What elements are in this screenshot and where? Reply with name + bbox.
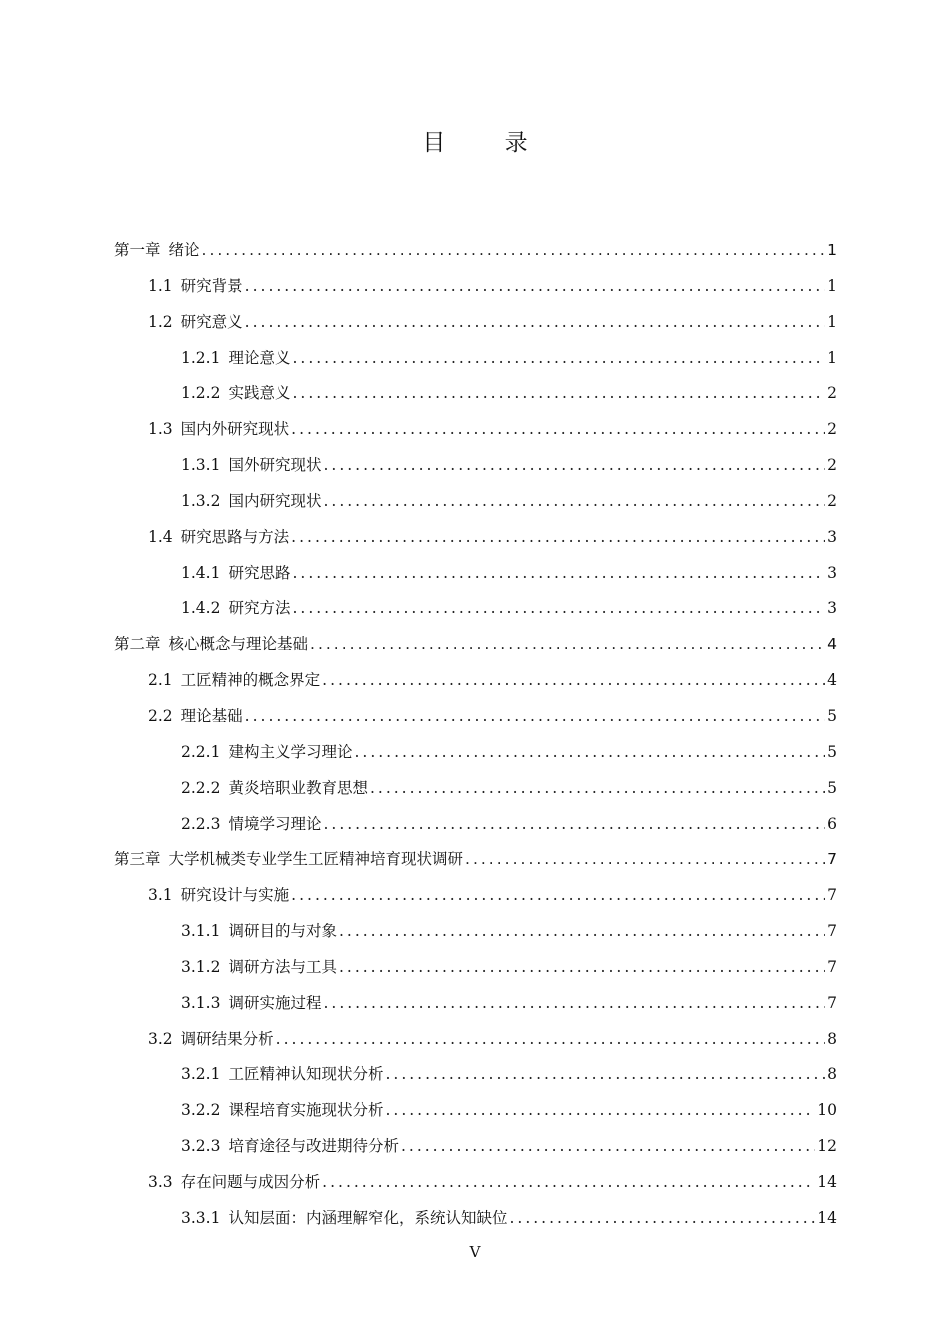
toc-entry-title: 工匠精神认知现状分析 bbox=[228, 1065, 384, 1084]
toc-entry-title: 研究思路与方法 bbox=[180, 527, 290, 546]
dot-leader bbox=[323, 986, 825, 1022]
toc-entry-page: 7 bbox=[827, 957, 837, 976]
toc-entry-title: 认知层面：内涵理解窄化，系统认知缺位 bbox=[228, 1208, 508, 1227]
toc-entry-number: 3.1.2 bbox=[181, 957, 221, 976]
toc-entry-title: 大学机械类专业学生工匠精神培育现状调研 bbox=[168, 850, 464, 869]
toc-entry-number: 2.2.2 bbox=[181, 778, 221, 797]
dot-leader bbox=[245, 269, 825, 305]
dot-leader bbox=[323, 448, 825, 484]
toc-entry-title: 培育途径与改进期待分析 bbox=[228, 1137, 399, 1156]
toc-entry-label bbox=[181, 1093, 383, 1129]
toc-entry-title: 研究背景 bbox=[180, 276, 243, 295]
dot-leader bbox=[322, 1165, 815, 1201]
toc-entry-label bbox=[114, 627, 308, 663]
toc-entry-page: 10 bbox=[817, 1101, 837, 1120]
toc-entry[interactable] bbox=[114, 771, 837, 807]
dot-leader bbox=[292, 341, 825, 377]
page-title: 目 录 bbox=[422, 130, 554, 156]
toc-entry-label bbox=[181, 807, 321, 843]
toc-entry-title: 研究方法 bbox=[228, 599, 291, 618]
toc-entry-number: 3.3 bbox=[148, 1172, 173, 1191]
toc-entry-page: 2 bbox=[827, 384, 837, 403]
toc-entry-label bbox=[181, 1129, 399, 1165]
toc-entry[interactable] bbox=[114, 233, 837, 269]
toc-entry-title: 黄炎培职业教育思想 bbox=[228, 778, 368, 797]
toc-entry-number: 1.4.2 bbox=[181, 599, 221, 618]
toc-entry[interactable] bbox=[114, 591, 837, 627]
toc-entry[interactable] bbox=[114, 842, 837, 878]
dot-leader bbox=[292, 376, 825, 412]
dot-leader bbox=[202, 233, 826, 269]
toc-entry-page: 6 bbox=[827, 814, 837, 833]
toc-entry-label bbox=[148, 1165, 320, 1201]
dot-leader bbox=[323, 484, 825, 520]
toc-entry-label bbox=[148, 412, 289, 448]
toc-entry-number: 2.2 bbox=[148, 706, 173, 725]
toc-entry[interactable] bbox=[114, 1057, 837, 1093]
toc-entry-label bbox=[181, 1201, 507, 1237]
toc-entry-page: 3 bbox=[827, 599, 837, 618]
toc-entry-title: 调研结果分析 bbox=[180, 1029, 274, 1048]
dot-leader bbox=[339, 950, 825, 986]
toc-entry[interactable] bbox=[114, 484, 837, 520]
toc-entry-label bbox=[181, 591, 290, 627]
toc-entry-title: 情境学习理论 bbox=[228, 814, 322, 833]
toc-entry[interactable] bbox=[114, 520, 837, 556]
toc-entry-label bbox=[181, 771, 368, 807]
dot-leader bbox=[370, 771, 825, 807]
toc-entry-number: 1.3.1 bbox=[181, 456, 221, 475]
dot-leader bbox=[291, 412, 825, 448]
page-number: V bbox=[469, 1243, 481, 1261]
toc-entry-page: 2 bbox=[827, 491, 837, 510]
toc-entry-label bbox=[181, 986, 321, 1022]
toc-entry-label bbox=[148, 520, 289, 556]
dot-leader bbox=[322, 663, 825, 699]
toc-entry-label bbox=[114, 233, 200, 269]
toc-entry-number: 3.2.3 bbox=[181, 1137, 221, 1156]
dot-leader bbox=[291, 520, 825, 556]
toc-entry-number: 2.1 bbox=[148, 671, 173, 690]
toc-entry[interactable] bbox=[114, 448, 837, 484]
toc-entry-label bbox=[181, 376, 290, 412]
toc-entry-title: 调研实施过程 bbox=[228, 993, 322, 1012]
toc-entry-number: 3.2 bbox=[148, 1029, 173, 1048]
toc-entry-page: 1 bbox=[827, 241, 837, 259]
toc-entry-title: 研究意义 bbox=[180, 312, 243, 331]
toc-entry-page: 4 bbox=[827, 635, 837, 654]
dot-leader bbox=[245, 699, 825, 735]
dot-leader bbox=[276, 1022, 825, 1058]
toc-entry-number: 1.1 bbox=[148, 276, 173, 295]
toc-entry-title: 国内外研究现状 bbox=[180, 420, 290, 439]
toc-entry[interactable] bbox=[114, 663, 837, 699]
toc-entry-label bbox=[148, 269, 243, 305]
toc-entry-number: 2.2.3 bbox=[181, 814, 221, 833]
toc-entry-page: 8 bbox=[827, 1065, 837, 1084]
toc-entry[interactable] bbox=[114, 699, 837, 735]
toc-entry-title: 理论基础 bbox=[180, 706, 243, 725]
toc-entry-label bbox=[181, 914, 337, 950]
toc-entry-label bbox=[181, 1057, 383, 1093]
toc-entry-title: 核心概念与理论基础 bbox=[168, 635, 309, 654]
toc-entry-page: 14 bbox=[817, 1208, 837, 1227]
toc-entry-page: 5 bbox=[827, 778, 837, 797]
toc-entry-page: 1 bbox=[827, 276, 837, 295]
toc-entry[interactable] bbox=[114, 1022, 837, 1058]
toc-entry-page: 1 bbox=[827, 312, 837, 331]
toc-entry-page: 2 bbox=[827, 456, 837, 475]
toc-entry-page: 7 bbox=[827, 886, 837, 905]
toc-entry-page: 7 bbox=[827, 850, 837, 869]
toc-entry[interactable] bbox=[114, 412, 837, 448]
toc-entry-number: 3.2.1 bbox=[181, 1065, 221, 1084]
toc-entry-number: 1.3 bbox=[148, 420, 173, 439]
toc-entry[interactable] bbox=[114, 305, 837, 341]
toc-entry[interactable] bbox=[114, 878, 837, 914]
toc-entry-title: 存在问题与成因分析 bbox=[180, 1172, 321, 1191]
toc-entry-page: 3 bbox=[827, 563, 837, 582]
toc-entry-label bbox=[148, 305, 243, 341]
toc-entry[interactable] bbox=[114, 1201, 837, 1237]
toc-entry-title: 研究思路 bbox=[228, 563, 291, 582]
toc-entry-label bbox=[148, 663, 320, 699]
dot-leader bbox=[339, 914, 825, 950]
toc-entry[interactable] bbox=[114, 1165, 837, 1201]
toc-entry-title: 国外研究现状 bbox=[228, 456, 322, 475]
toc-entry-number: 3.1 bbox=[148, 886, 173, 905]
toc-entry-page: 2 bbox=[827, 420, 837, 439]
toc-entry[interactable] bbox=[114, 556, 837, 592]
toc-entry-title: 调研目的与对象 bbox=[228, 922, 337, 941]
toc-entry[interactable] bbox=[114, 735, 837, 771]
toc-entry-number: 第三章 bbox=[114, 850, 161, 869]
toc-entry[interactable] bbox=[114, 627, 837, 663]
toc-entry-page: 3 bbox=[827, 527, 837, 546]
toc-entry-number: 3.3.1 bbox=[181, 1208, 221, 1227]
toc-entry-number: 1.2.2 bbox=[181, 384, 221, 403]
toc-entry-page: 12 bbox=[817, 1137, 837, 1156]
toc-entry-title: 调研方法与工具 bbox=[228, 957, 337, 976]
dot-leader bbox=[509, 1201, 815, 1237]
toc-entry-page: 4 bbox=[827, 671, 837, 690]
toc-entry-label bbox=[114, 842, 463, 878]
toc-entry-title: 国内研究现状 bbox=[228, 491, 322, 510]
dot-leader bbox=[385, 1057, 825, 1093]
toc-entry-title: 研究设计与实施 bbox=[180, 886, 290, 905]
toc-entry-page: 14 bbox=[817, 1172, 837, 1191]
toc-entry-title: 课程培育实施现状分析 bbox=[228, 1101, 384, 1120]
toc-entry-page: 5 bbox=[827, 742, 837, 761]
toc-entry-page: 5 bbox=[827, 706, 837, 725]
toc-entry[interactable] bbox=[114, 986, 837, 1022]
table-of-contents bbox=[114, 233, 837, 1237]
dot-leader bbox=[292, 556, 825, 592]
toc-entry-number: 1.3.2 bbox=[181, 491, 221, 510]
toc-entry-label bbox=[181, 448, 321, 484]
dot-leader bbox=[323, 807, 825, 843]
dot-leader bbox=[291, 878, 825, 914]
toc-entry[interactable] bbox=[114, 269, 837, 305]
toc-entry-number: 3.1.1 bbox=[181, 922, 221, 941]
dot-leader bbox=[310, 627, 825, 663]
toc-entry-title: 理论意义 bbox=[228, 348, 291, 367]
toc-entry-label bbox=[181, 950, 337, 986]
dot-leader bbox=[465, 842, 825, 878]
toc-entry-label bbox=[181, 735, 352, 771]
toc-entry-title: 工匠精神的概念界定 bbox=[180, 671, 321, 690]
dot-leader bbox=[401, 1129, 815, 1165]
toc-entry-label bbox=[148, 1022, 274, 1058]
toc-entry-page: 7 bbox=[827, 993, 837, 1012]
toc-entry[interactable] bbox=[114, 1129, 837, 1165]
toc-entry[interactable] bbox=[114, 807, 837, 843]
toc-entry-title: 绪论 bbox=[168, 241, 200, 259]
toc-entry-page: 8 bbox=[827, 1029, 837, 1048]
toc-entry[interactable] bbox=[114, 376, 837, 412]
toc-entry-page: 7 bbox=[827, 922, 837, 941]
toc-entry-number: 第二章 bbox=[114, 635, 161, 654]
dot-leader bbox=[354, 735, 825, 771]
toc-entry-number: 1.4.1 bbox=[181, 563, 221, 582]
toc-entry-title: 实践意义 bbox=[228, 384, 291, 403]
toc-entry-label bbox=[181, 556, 290, 592]
toc-entry[interactable] bbox=[114, 1093, 837, 1129]
toc-entry[interactable] bbox=[114, 341, 837, 377]
toc-entry[interactable] bbox=[114, 914, 837, 950]
toc-entry-label bbox=[181, 341, 290, 377]
toc-entry-label bbox=[181, 484, 321, 520]
toc-entry-title: 建构主义学习理论 bbox=[228, 742, 353, 761]
toc-entry-number: 3.2.2 bbox=[181, 1101, 221, 1120]
dot-leader bbox=[385, 1093, 815, 1129]
toc-entry-number: 第一章 bbox=[114, 241, 161, 259]
toc-entry-number: 1.2 bbox=[148, 312, 173, 331]
toc-entry-label bbox=[148, 878, 289, 914]
dot-leader bbox=[292, 591, 825, 627]
toc-entry[interactable] bbox=[114, 950, 837, 986]
toc-entry-label bbox=[148, 699, 243, 735]
toc-entry-number: 1.4 bbox=[148, 527, 173, 546]
dot-leader bbox=[245, 305, 825, 341]
toc-entry-page: 1 bbox=[827, 348, 837, 367]
toc-entry-number: 3.1.3 bbox=[181, 993, 221, 1012]
toc-entry-number: 1.2.1 bbox=[181, 348, 221, 367]
toc-entry-number: 2.2.1 bbox=[181, 742, 221, 761]
